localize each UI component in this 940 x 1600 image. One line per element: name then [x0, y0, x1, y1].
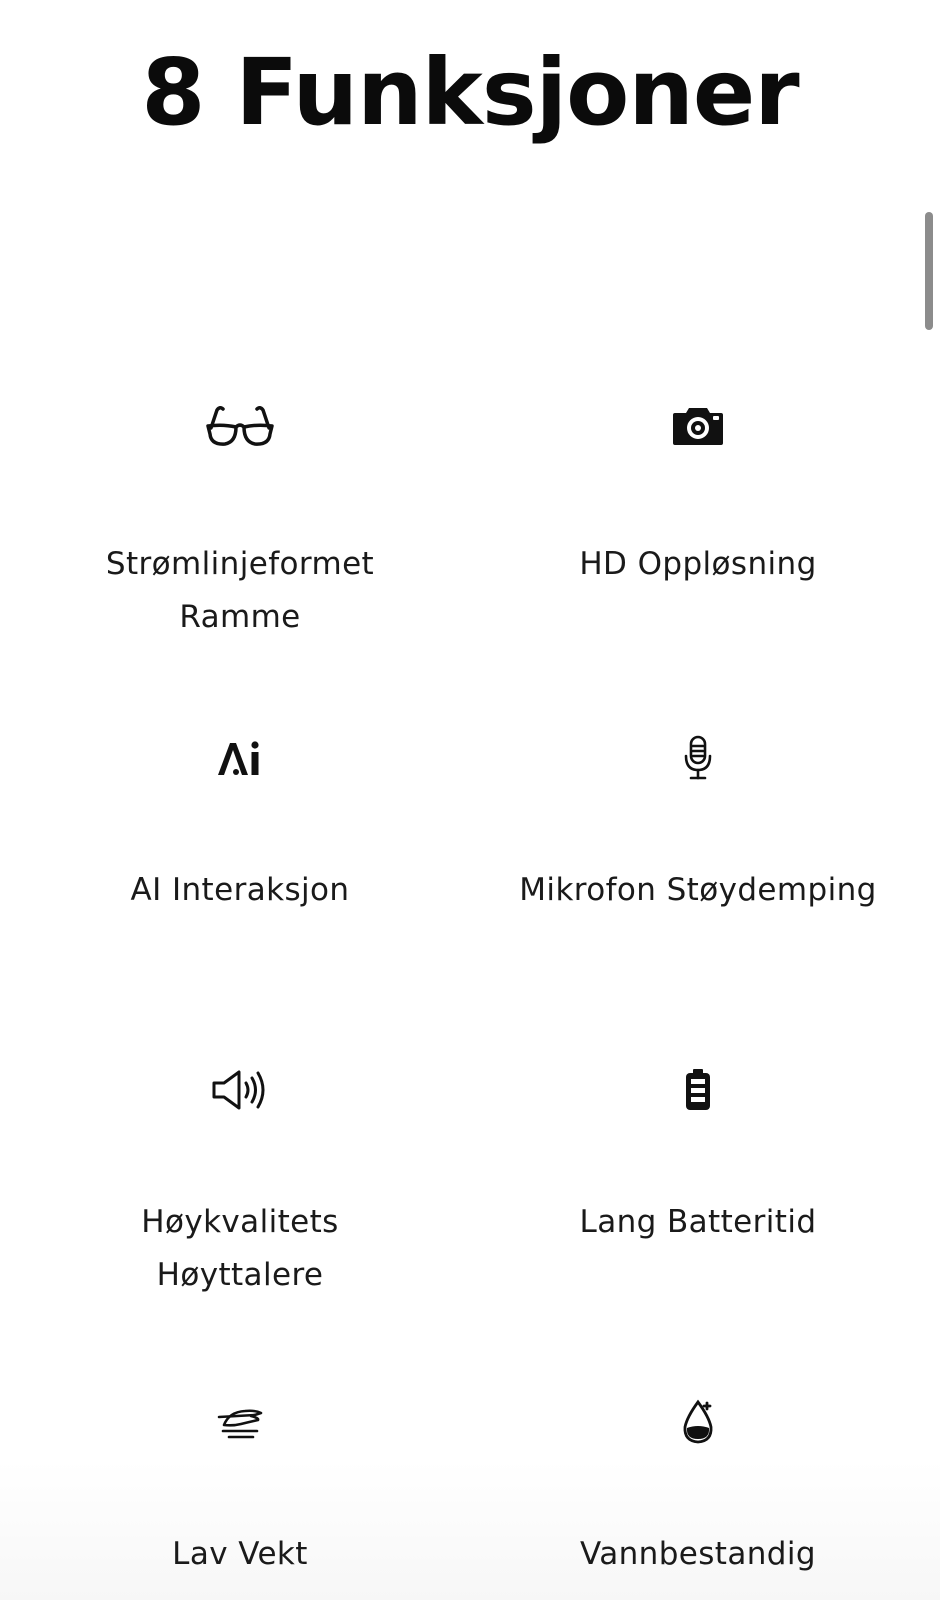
feature-label: Vannbestandig	[580, 1536, 816, 1572]
page-title: 8 Funksjoner	[141, 39, 799, 146]
ai-icon	[30, 730, 450, 786]
feature-label: Strømlinjeformet Ramme	[105, 546, 375, 635]
speaker-icon	[30, 1062, 450, 1118]
feature-label: AI Interaksjon	[130, 872, 350, 908]
feature-label: Høykvalitets Høyttalere	[141, 1204, 339, 1293]
feature-label: Lav Vekt	[172, 1536, 308, 1572]
battery-icon	[488, 1062, 908, 1118]
camera-icon	[488, 398, 908, 454]
feather-icon	[30, 1394, 450, 1450]
scrollbar-thumb[interactable]	[925, 212, 933, 330]
glasses-icon	[30, 398, 450, 454]
water-drop-icon	[488, 1394, 908, 1450]
feature-label: Lang Batteritid	[579, 1204, 817, 1240]
feature-label: HD Oppløsning	[579, 546, 817, 582]
feature-label: Mikrofon Støydemping	[519, 872, 877, 908]
microphone-icon	[488, 730, 908, 786]
